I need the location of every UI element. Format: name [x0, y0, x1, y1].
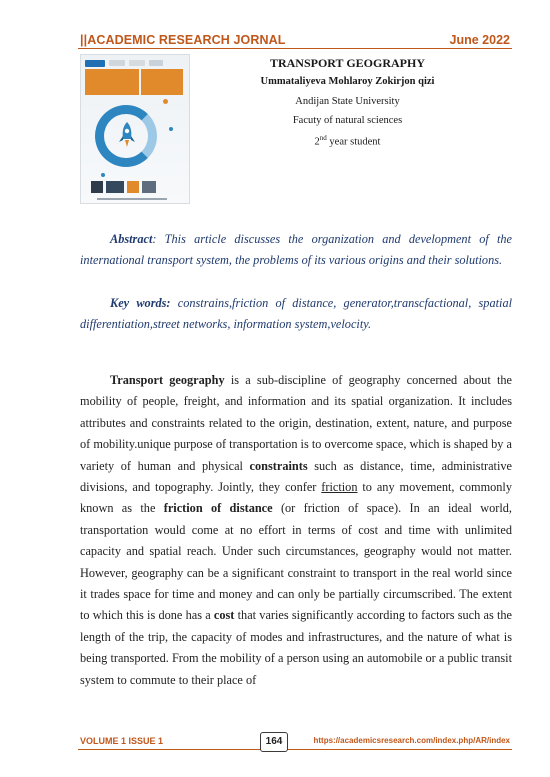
term-friction-of-distance: friction of distance [163, 501, 273, 516]
cover-volume-band [141, 69, 183, 95]
footer-logo [91, 181, 103, 193]
body-text-5: that varies significantly according to factors such as the length of the trip, the capacity of modes and infrastructures, and the nature of what is being transported. From the mobility of a person using an automobile or a public transit system to commute to their place of [80, 608, 512, 687]
footer-url[interactable]: https://academicsresearch.com/index.php/AR/index [313, 736, 510, 745]
page-number: 164 [260, 732, 288, 752]
friction-link[interactable]: friction [321, 480, 358, 495]
footer-logo [106, 181, 124, 193]
rocket-icon [117, 121, 137, 149]
cover-dot [163, 99, 168, 104]
logo-2 [109, 60, 125, 66]
article-title: TRANSPORT GEOGRAPHY [269, 56, 426, 70]
term-transport-geography: Transport geography [110, 373, 225, 387]
footer-logo [127, 181, 139, 193]
abstract-paragraph [80, 229, 512, 272]
issue-date: June 2022 [449, 33, 510, 47]
header-divider [78, 48, 512, 49]
body-text-3: to any movement, commonly known as the [80, 480, 512, 516]
abstract-text: : This article discusses the organization and development of the international transport system, the problems of its various origins and their solutions. [80, 232, 512, 268]
author-university: Andijan State University [295, 96, 400, 107]
logo-1 [85, 60, 105, 67]
body-paragraph [80, 370, 512, 691]
footer-volume: VOLUME 1 ISSUE 1 [80, 736, 164, 746]
keywords-label: Key words: [110, 296, 171, 310]
cover-dot [169, 127, 173, 131]
year-suffix: nd [319, 134, 327, 142]
keywords-text: constrains,friction of distance, generator,transcfactional, spatial differentiation,street networks, information system,velocity. [80, 296, 513, 332]
body-text-2: such as distance, time, administrative divisions, and topography. Jointly, they confer [80, 458, 512, 495]
indexing-logos [85, 58, 185, 68]
journal-cover-image [80, 54, 190, 204]
journal-header-title: ||ACADEMIC RESEARCH JORNAL [80, 33, 286, 47]
cover-dot [101, 173, 105, 177]
body-text-4: (or friction of space). In an ideal world, transportation would come at no effort in terms of cost and time with unlimited capacity and spatial reach. Under such circumstances, geography would not matter. However, geography can be a significant constraint to transport in the real world since it trades space for time and money and can only be partially circumscribed. The extent to which this is done has a [80, 501, 513, 623]
footer-logo [142, 181, 156, 193]
cover-url-strip [97, 198, 167, 200]
keywords-paragraph [80, 293, 512, 336]
logo-3 [129, 60, 145, 66]
cover-footer-logos [91, 179, 181, 195]
cover-title-band [85, 69, 139, 95]
author-year [215, 134, 480, 148]
footer-divider [78, 749, 512, 750]
year-text: year student [326, 136, 381, 148]
term-constraints: constraints [249, 458, 308, 473]
abstract-label: Abstract [110, 232, 153, 246]
author-faculty: Facuty of natural sciences [292, 115, 403, 126]
term-cost: cost [213, 608, 235, 623]
logo-4 [149, 60, 163, 66]
year-number: 2 [314, 136, 320, 148]
author-name: Ummataliyeva Mohlaroy Zokirjon qizi [260, 76, 435, 87]
body-text-1: is a sub-discipline of geography concerned about the mobility of people, freight, and information and its spatial organization. It includes attributes and constraints related to the origin, destination, extent, nature, and purpose of mobility.unique purpose of transportation is to overcome space, which is shaped by a variety of human and physical [80, 373, 512, 473]
